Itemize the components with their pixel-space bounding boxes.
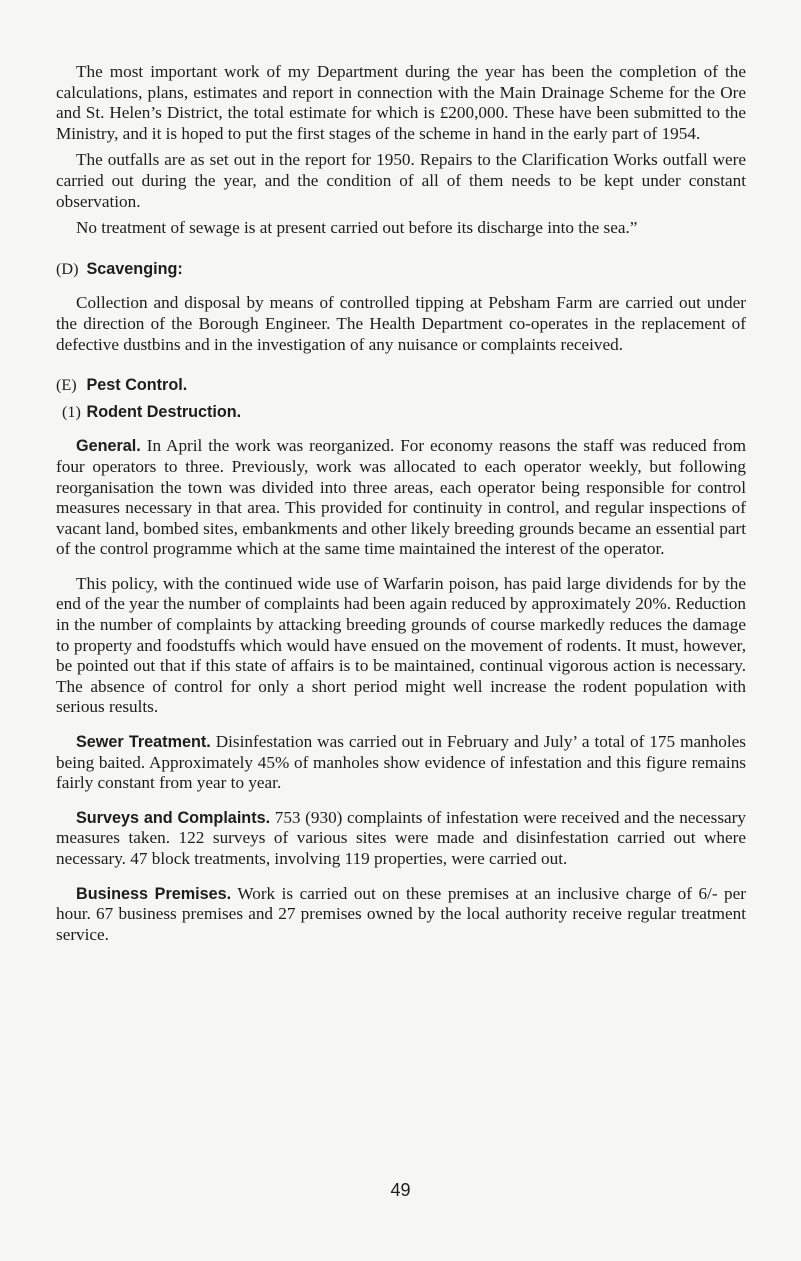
paragraph-surveys-complaints — [56, 808, 746, 870]
section-heading-scavenging — [56, 259, 746, 280]
paragraph-warfarin-policy: This policy, with the continued wide use of Warfarin poison, has paid large dividends for by the end of the year the number of complaints had been again reduced by approximately 20%. Reduction in the number of complaints by attacking breeding grounds of course markedly reduces the damage to property and foodstuffs which would have ensued on the movement of rodents. It must, however, be pointed out that if this state of affairs is to be maintained, continual vigorous action is necessary. The absence of control for only a short period might well increase the rodent population with serious results. — [56, 573, 746, 717]
section-title: Scavenging: — [86, 259, 183, 278]
paragraph-business-premises — [56, 884, 746, 946]
runin-heading-general: General. — [76, 437, 141, 456]
paragraph-sewer-treatment — [56, 732, 746, 794]
paragraph-scavenging: Collection and disposal by means of controlled tipping at Pebsham Farm are carried out under the direction of the Borough Engineer. The Health Department co-operates in the replacement of defective dustbins and in the investigation of any nuisance or complaints received. — [56, 293, 746, 354]
paragraph-outfalls: The outfalls are as set out in the report for 1950. Repairs to the Clarification Works outfall were carried out during the year, and the condition of all of them needs to be kept under constant observation. — [56, 150, 746, 211]
paragraph-business-premises-text: Work is carried out on these premises at an inclusive charge of 6/- per hour. 67 business premises and 27 premises owned by the local authority receive regular treatment service. — [56, 883, 746, 944]
page-number: 49 — [390, 1180, 411, 1200]
section-title: Pest Control. — [86, 376, 188, 395]
paragraph-main-drainage: The most important work of my Department during the year has been the completion of the calculations, plans, estimates and report in connection with the Main Drainage Scheme for the Ore and St. Helen’s District, the total estimate for which is £200,000. These have been submitted to the Ministry, and it is hoped to put the first stages of the scheme in hand in the early part of 1954. — [56, 62, 746, 143]
runin-heading-sewer-treatment: Sewer Treatment. — [76, 733, 211, 752]
paragraph-general — [56, 436, 746, 560]
document-page — [56, 62, 746, 945]
subsection-title: Rodent Destruction. — [86, 402, 242, 421]
paragraph-surveys-complaints-text: 753 (930) complaints of infestation were received and the necessary measures taken. 122 surveys of various sites were made and disinfestation carried out where necessary. 47 block treatments, involving 119 properties, were carried out. — [56, 807, 746, 868]
paragraph-sewage-treatment: No treatment of sewage is at present carried out before its discharge into the sea.” — [76, 218, 638, 238]
runin-heading-surveys-complaints: Surveys and Complaints. — [76, 808, 271, 827]
section-heading-pest-control — [56, 375, 746, 396]
section-marker: (D) — [56, 259, 79, 278]
section-marker: (E) — [56, 376, 77, 395]
runin-heading-business-premises: Business Premises. — [76, 884, 232, 903]
paragraph-sewer-treatment-text: Disinfestation was carried out in February and July’ a total of 175 manholes being baited. Approximately 45% of manholes show evidence of infestation and this figure remains fairly constant from year to year. — [56, 732, 746, 793]
paragraph-general-text: In April the work was reorganized. For economy reasons the staff was reduced from four operators to three. Previously, work was allocated to each operator weekly, but following reorganisation the town was divided into three areas, each operator being responsible for control measures necessary in that area. This provided for continuity in control, and regular inspections of vacant land, bombed sites, embankments and other likely breeding grounds became an essential part of the control programme which at the same time maintained the interest of the operator. — [56, 436, 746, 559]
subsection-heading-rodent-destruction — [62, 402, 746, 423]
subsection-marker: (1) — [62, 402, 81, 421]
